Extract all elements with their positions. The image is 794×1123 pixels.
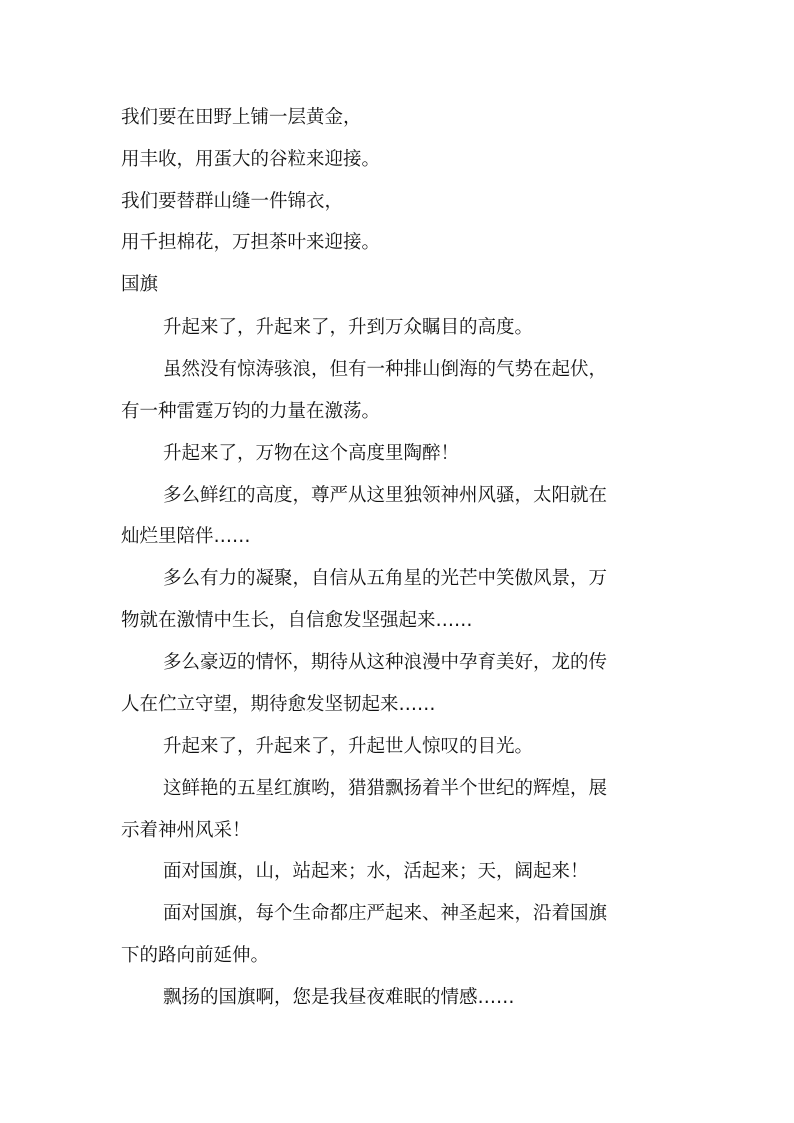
poem-line: 用千担棉花，万担茶叶来迎接。 xyxy=(121,232,381,253)
poem-line: 用丰收，用蛋大的谷粒来迎接。 xyxy=(121,149,381,170)
paragraph-line: 飘扬的国旗啊，您是我昼夜难眠的情感…… xyxy=(163,987,515,1008)
paragraph-line: 面对国旗，山，站起来；水，活起来；天，阔起来！ xyxy=(163,861,589,882)
paragraph-line: 虽然没有惊涛骇浪，但有一种排山倒海的气势在起伏， xyxy=(163,359,608,380)
paragraph-line: 升起来了，万物在这个高度里陶醉！ xyxy=(163,443,460,464)
section-title: 国旗 xyxy=(121,274,159,295)
paragraph-line: 示着神州风采！ xyxy=(121,820,251,841)
paragraph-line: 这鲜艳的五星红旗哟，猎猎飘扬着半个世纪的辉煌，展 xyxy=(163,778,608,799)
paragraph-line: 物就在激情中生长，自信愈发坚强起来…… xyxy=(121,610,473,631)
paragraph-line: 灿烂里陪伴…… xyxy=(121,526,251,547)
poem-line: 我们要替群山缝一件锦衣， xyxy=(121,191,344,212)
paragraph-line: 人在伫立守望，期待愈发坚韧起来…… xyxy=(121,694,436,715)
poem-line: 我们要在田野上铺一层黄金， xyxy=(121,107,362,128)
paragraph-line: 多么有力的凝聚，自信从五角星的光芒中笑傲风景，万 xyxy=(163,568,608,589)
paragraph-line: 多么鲜红的高度，尊严从这里独领神州风骚，太阳就在 xyxy=(163,485,608,506)
paragraph-line: 升起来了，升起来了，升起世人惊叹的目光。 xyxy=(163,736,534,757)
paragraph-line: 有一种雷霆万钧的力量在激荡。 xyxy=(121,401,381,422)
paragraph-line: 升起来了，升起来了，升到万众瞩目的高度。 xyxy=(163,317,534,338)
paragraph-line: 多么豪迈的情怀，期待从这种浪漫中孕育美好，龙的传 xyxy=(163,652,608,673)
paragraph-line: 面对国旗，每个生命都庄严起来、神圣起来，沿着国旗 xyxy=(163,903,608,924)
paragraph-line: 下的路向前延伸。 xyxy=(121,945,270,966)
